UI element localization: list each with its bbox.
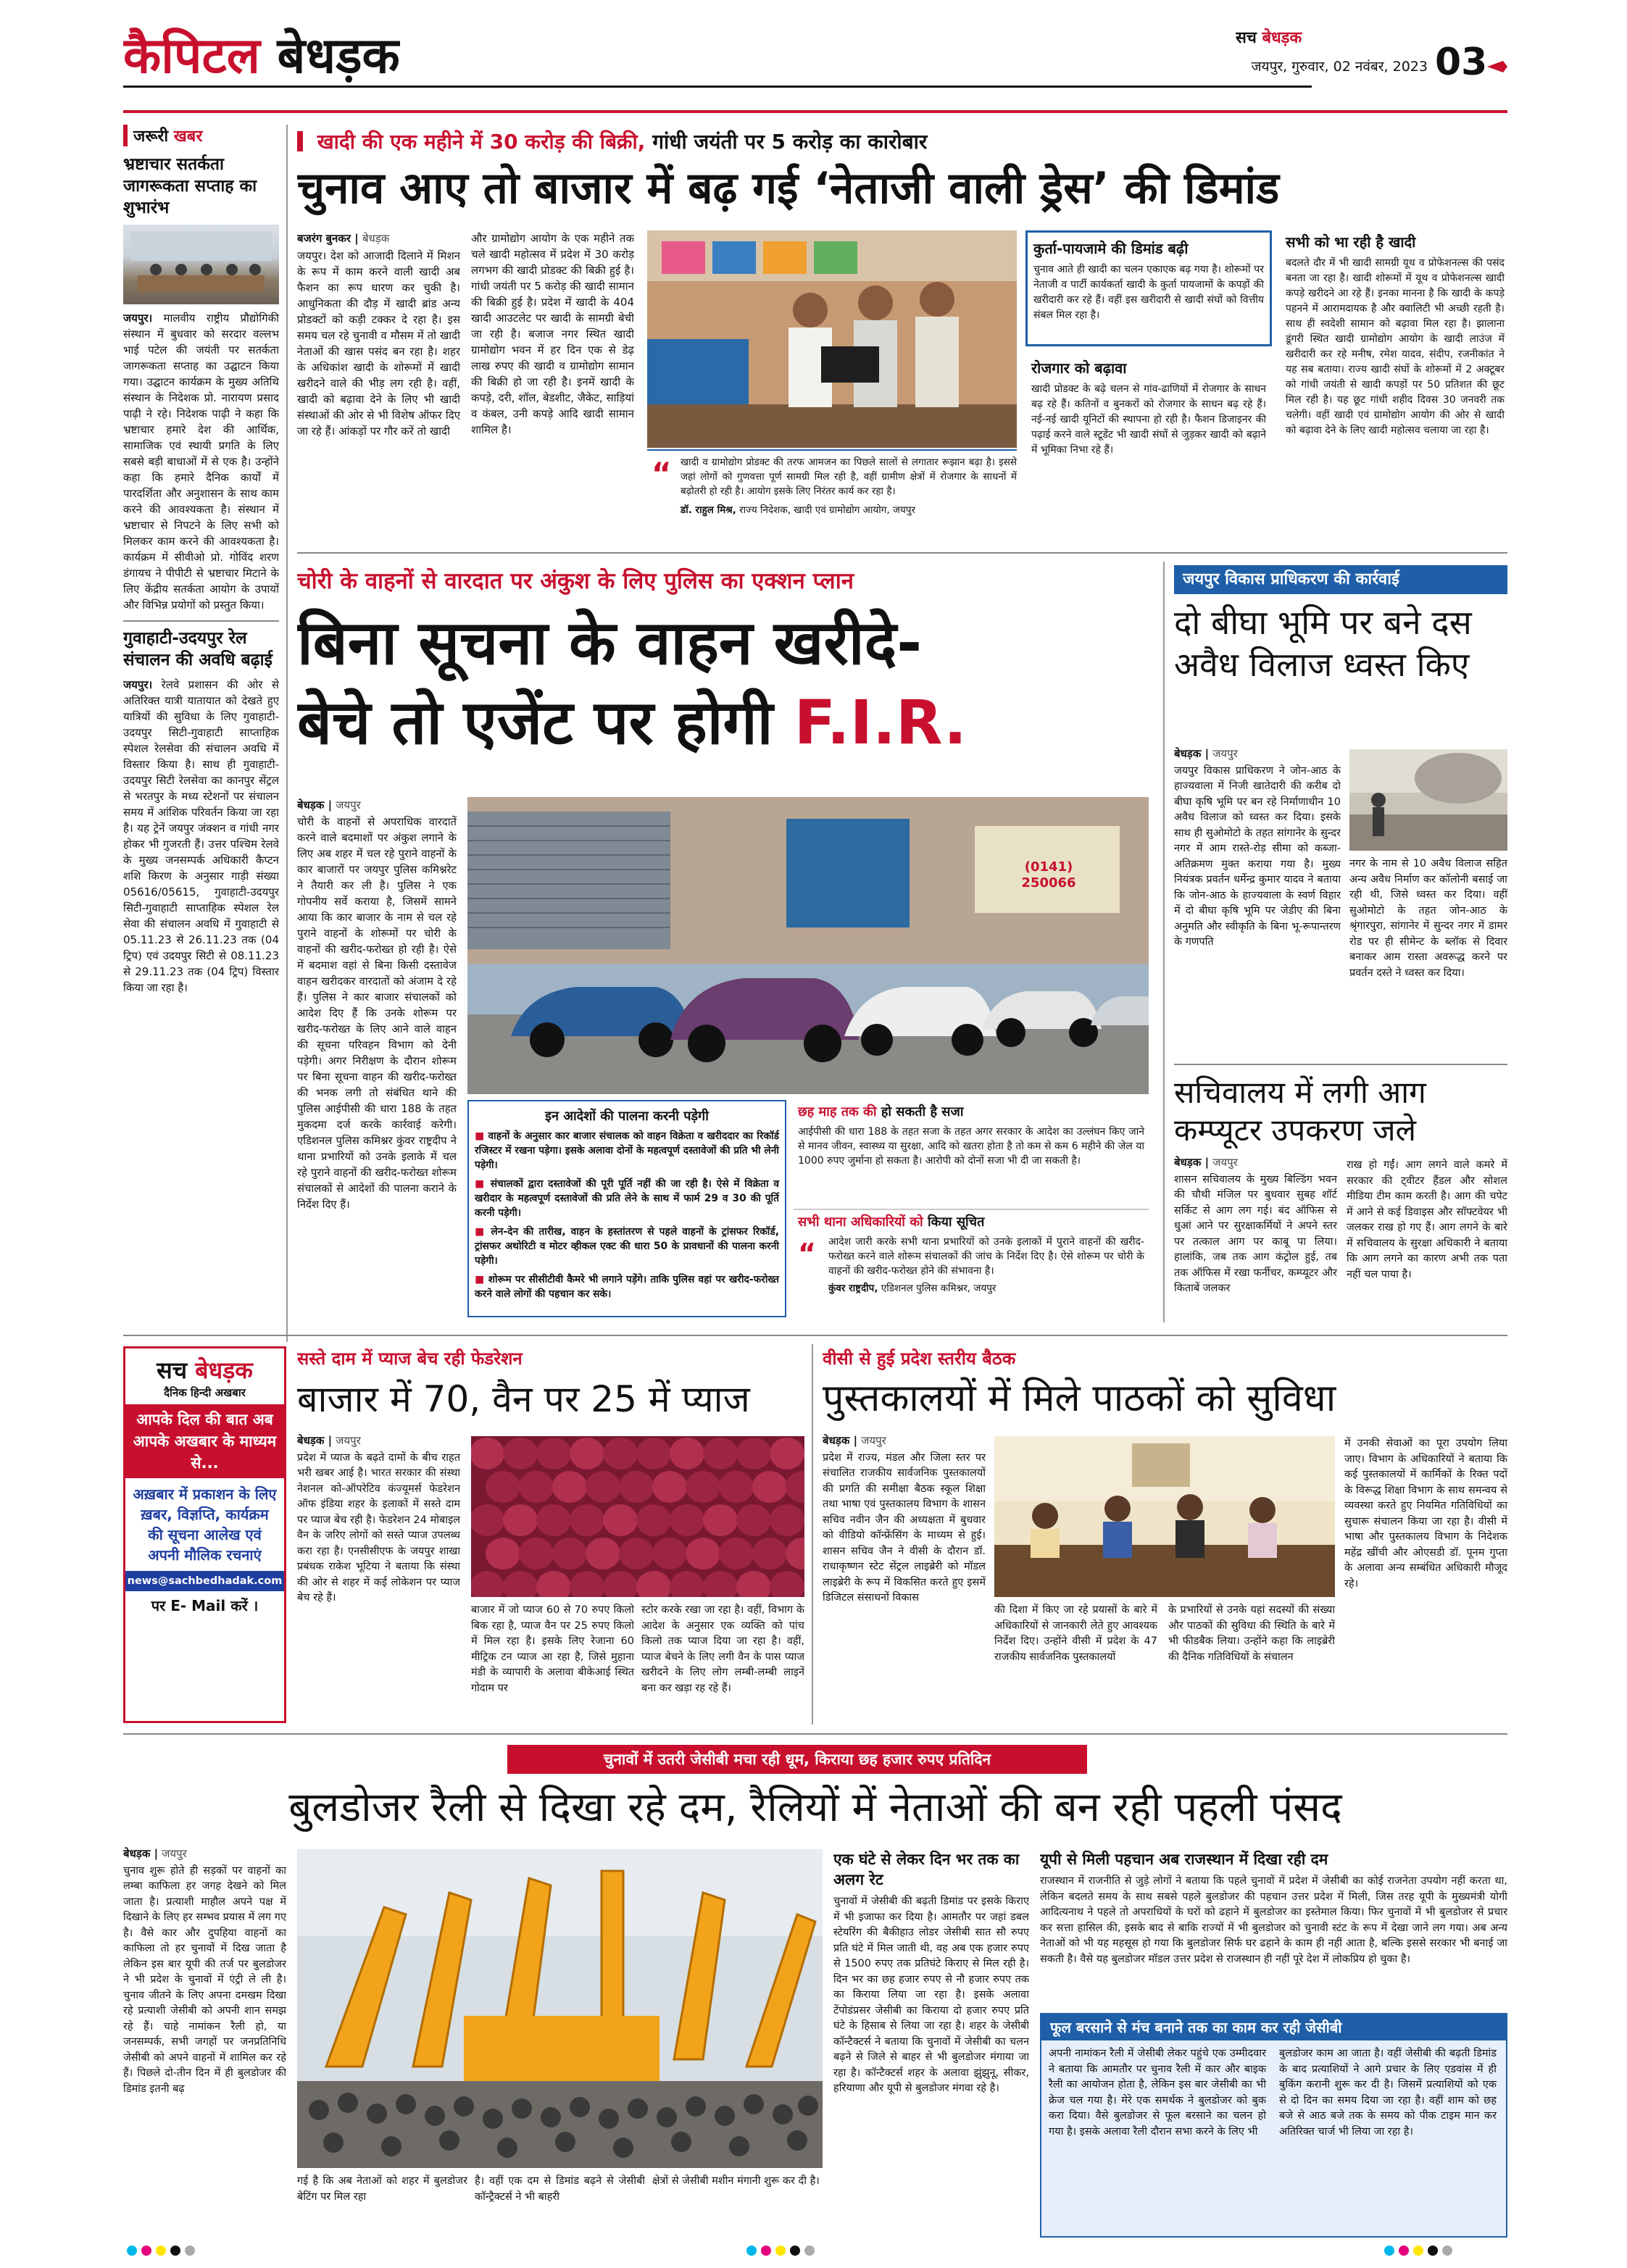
bullet-icon: ■ — [475, 1130, 488, 1142]
notice-attrib: कुंवर राष्ट्रदीप, एडिशनल पुलिस कमिश्नर, जयपुर — [828, 1283, 996, 1294]
sub3-title: फूल बरसाने से मंच बनाने तक का काम कर रही जेसीबी — [1041, 2014, 1506, 2040]
bulldozer-sub2 — [1040, 1849, 1507, 2009]
library-photo — [994, 1436, 1335, 1597]
dateline: जयपुर, गुरुवार, 02 नवंबर, 2023 — [1251, 59, 1428, 75]
vehicle-box-orders — [467, 1100, 786, 1317]
sub2-title: यूपी से मिली पहचान अब राजस्थान में दिखा रही दम — [1040, 1851, 1328, 1868]
order-item — [475, 1177, 779, 1220]
quote-icon: “ — [798, 1238, 816, 1270]
vehicle-photo — [467, 797, 1149, 1094]
fire-col1: बेधड़क | जयपुर शासन सचिवालय के मुख्य बिल्डिंग भवन की चौथी मंजिल पर बुधवार सुबह शॉर्ट सर्किट से आग लग गई। बंद ऑफिस से धुआं आने पर सुरक्षाकर्मियों ने अपने स्तर पर तत्काल आग पर काबू पा लिया। हालांकि, जब तक आग कंट्रोल हुई, तब तक ऑफिस में रखा फर्नीचर, कम्प्यूटर और किताबें जलकर — [1174, 1156, 1337, 1294]
box2-text: खादी प्रोडक्ट के बढ़े चलन से गांव-ढाणियों में रोजगार के साधन बढ़ रहे हैं। कतिनों व बुनकरों को रोजगार के साधन बढ़ रहे हैं। नई-नई खादी यूनिटों की स्थापना हो रही है। फैशन डिजाइनर की पढ़ाई करने वाले स्टूडेंट भी खादी संघों से जुड़कर खादी को बढ़ाने में भूमिका निभा रहे हैं। — [1031, 383, 1266, 456]
quote-text: खादी व ग्रामोद्योग प्रोडक्ट की तरफ आमजन का पिछले सालों से लगातार रूझान बढ़ा है। इससे जहां लोगों को गुणवत्ता पूर्ण सामग्री मिल रही है, वहीं ग्रामीण क्षेत्रों में रोजगार के साधनों में बढ़ोतरी हो रही है। आयोग इसके लिए निरंतर कार्य कर रहा है। — [681, 456, 1017, 497]
onion-pile — [471, 1436, 804, 1597]
story2-body: जयपुर। रेलवे प्रशासन की ओर से अतिरिक्त यात्री यातायात को देखते हुए यात्रियों की सुविधा के लिए गुवाहाटी-उदयपुर सिटी-गुवाहाटी साप्ताहिक स्पेशल रेलसेवा की संचालन अवधि में विस्तार किया है। साथ ही गुवाहाटी-उदयपुर सिटी रेलसेवा का कानपुर सेंट्रल से भरतपुर के मध्य स्टेशनों पर संचालन समय में आंशिक परिवर्तन किया जा रहा है। यह ट्रेनें जयपुर जंक्शन व गांधी नगर होकर भी गुजरती हैं। उत्तर पश्चिम रेलवे के मुख्य जनसम्पर्क अधिकारी कैप्टन शशि किरण के अनुसार गाड़ी संख्या 05616/05615, गुवाहाटी-उदयपुर सिटी-गुवाहाटी साप्ताहिक स्पेशल रेल सेवा की संचालन अवधि में गुवाहाटी से 05.11.23 से 26.11.23 तक (04 ट्रिप) एवं उदयपुर सिटी से 08.11.23 से 29.11.23 तक (04 ट्रिप) विस्तार किया जा रहा है। — [123, 678, 279, 994]
library-headline: पुस्तकालयों में मिले पाठकों को सुविधा — [823, 1377, 1336, 1420]
sub1-title: एक घंटे से लेकर दिन भर तक का अलग रेट — [833, 1851, 1020, 1888]
kicker-bar — [297, 131, 303, 151]
bulldozer-photo — [297, 1849, 823, 2168]
order-item — [475, 1225, 779, 1268]
onion-kicker: सस्ते दाम में प्याज बेच रही फेडरेशन — [297, 1348, 523, 1369]
notice-text: आदेश जारी करके सभी थाना प्रभारियों को उनके इलाकों में पुराने वाहनों की खरीद-फरोख्त करने वाले शोरूम संचालकों की जांच के निर्देश दिए है। ऐसे शोरूम पर चोरी के वाहनों की खरीद-फरोख्त होने की संभावना है। — [828, 1236, 1144, 1277]
jda-photo — [1349, 749, 1507, 851]
quote-attrib: डॉ. राहुल मिश्र, राज्य निदेशक, खादी एवं ग्रामोद्योग आयोग, जयपुर — [681, 504, 915, 516]
sub3-col2: बुलडोजर काम आ जाता है। वहीं जेसीबी की बढ़ती डिमांड के बाद प्रत्याशियों ने आगे प्रचार के लिए एडवांस में ही बुकिंग करानी शुरू कर दी है। जिसमें प्रत्याशियों को एक से दो दिन का समय दिया जा रहा है। वहीं शाम को छह बजे से आठ बजे तक के समय को पीक टाइम मान कर अतिरिक्त चार्ज भी लिया जा रहा है। — [1279, 2048, 1497, 2138]
column-rule-mid — [812, 1344, 813, 1725]
orders-title: इन आदेशों की पालना करनी पड़ेगी — [545, 1109, 709, 1124]
onion-photo — [471, 1436, 804, 1597]
order-item-text: शोरूम पर सीसीटीवी कैमरे भी लगाने पड़ेंगे। ताकि पुलिस वहां पर खरीद-फरोख्त करने वाले लोगों की पहचान कर सके। — [475, 1274, 779, 1300]
khadi-quote — [647, 449, 1017, 536]
promo-box — [123, 1346, 286, 1723]
vehicle-headline: बिना सूचना के वाहन खरीदे- बेचे तो एजेंट पर होगी F.I.R. — [297, 607, 968, 758]
promo-tagline: दैनिक हिन्दी अखबार — [164, 1386, 246, 1399]
bulldozer-under-2: है। वहीं एक दम से डिमांड बढ़ने से जेसीबी कॉन्ट्रैक्टर्स ने भी बाहरी — [475, 2175, 645, 2203]
order-item-text: लेन-देन की तारीख, वाहन के हस्तांतरण से पहले वाहनों के ट्रांसफर रिकॉर्ड, ट्रांसफर अथोरिटी व मोटर व्हीकल एक्ट की धारा 50 के प्रावधानों की पालना करनी पड़ेगी। — [475, 1226, 779, 1267]
promo-slogan: आपके दिल की बात अब आपके अखबार के माध्यम से... — [125, 1404, 284, 1478]
page-number: 03 — [1435, 41, 1488, 84]
promo-brand: सच बेधड़क — [157, 1356, 253, 1384]
penalty-text: आईपीसी की धारा 188 के तहत सजा के तहत अगर सरकार के आदेश का उल्लंघन किए जाने से मानव जीवन, स्वास्थ्य या सुरक्षा, आदि को खतरा होता है तो कम से कम 6 महीने की जेल या 1000 रुपए जुर्माना हो सकता है। आरोपी को दोनों सजा भी दी जा सकती है। — [798, 1126, 1144, 1167]
registration-dots-right — [1384, 2245, 1471, 2259]
fire-headline: सचिवालय में लगी आग कम्प्यूटर उपकरण जले — [1174, 1075, 1426, 1148]
pen-nib-icon — [1487, 58, 1507, 75]
rail-label: जरूरी खबर — [123, 125, 279, 146]
bulldozer-kicker: चुनावों में उतरी जेसीबी मचा रही धूम, किराया छह हजार रुपए प्रतिदिन — [507, 1745, 1087, 1774]
order-item-text: संचालकों द्वारा दस्तावेजों की पूरी पूर्ति नहीं की जा रही है। ऐसे में विक्रेता व खरीदार के महत्वपूर्ण दस्तावेजों की प्रति लेने के साथ में फार्म 29 व 30 की पूर्ति करनी पड़ेगी। — [475, 1178, 779, 1219]
khadi-col2: और ग्रामोद्योग आयोग के एक महीने तक चले खादी महोत्सव में प्रदेश में 30 करोड़ लगभग की खादी प्रोडक्ट की बिक्री हुई है। गांधी जयंती पर 5 करोड़ की खादी सामान की बिक्री हुई है। प्रदेश में खादी के 404 खादी आउटलेट पर खादी के सामग्री बेची जा रही है। बजाज नगर स्थित खादी ग्रामोद्योग भवन में हर दिन एक से डेढ़ लाख रुपए की खादी व ग्रामोद्योग सामान की बिक्री हो जा रही है। इनमें खादी के कपड़े, दरी, शॉल, बेडशीट, जैकेट, साड़ियां व कंबल, उनी कपड़े आदि खादी सामान शामिल है। — [471, 232, 634, 436]
masthead — [123, 20, 1507, 107]
library-col2: की दिशा में किए जा रहे प्रयासों के बारे में अधिकारियों से जानकारी लेते हुए आवश्यक निर्देश दिए। उन्होंने वीसी में प्रदेश के 47 राजकीय सार्वजनिक पुस्तकालयों — [994, 1604, 1157, 1663]
logo — [123, 20, 400, 93]
jda-col2: नगर के नाम से 10 अवैध विलाज सहित अन्य अवैध निर्माण कर कॉलोनी बसाई जा रही थी, जिसे ध्वस्त कर दिया। वहीं सुओमोटो के तहत जोन-आठ के श्रृंगारपुरा, सांगानेर में सुन्दर नगर में डामर रोड पर ही सीमेन्ट के ब्लॉक से दिवार बनाकर आम रास्ता अवरूद्ध करने पर प्रवर्तन दस्ते ने ध्वस्त कर दिया। — [1349, 858, 1507, 979]
fir-highlight: F.I.R. — [794, 687, 968, 758]
registration-dots-center — [746, 2245, 833, 2259]
shop-phone-sign: (0141) 250066 — [1021, 859, 1076, 891]
bulldozer-headline: बुलडोजर रैली से दिखा रहे दम, रैलियों में नेताओं की बन रही पहली पंसद — [288, 1784, 1342, 1831]
khadi-kicker: खादी की एक महीने में 30 करोड़ की बिक्री, गांधी जयंती पर 5 करोड़ का कारोबार — [297, 128, 1515, 155]
library-col4: में उनकी सेवाओं का पूरा उपयोग लिया जाए। विभाग के अधिकारियों ने बताया कि कई पुस्तकालयों में कार्मिकों के रिक्त पदों के विरूद्ध शिक्षा विभाग के साथ समन्वय से व्यवस्था करते हुए नियमित गतिविधियों का सुचारू संचालन किया जा रहा है। वीसी में भाषा और पुस्तकालय विभाग के निदेशक महेंद्र खींची और ओएसडी डॉ. पूनम गुप्ता के अलावा अन्य सम्बंधित अधिकारी मौजूद रहे। — [1344, 1438, 1507, 1590]
story2-title: गुवाहाटी-उदयपुर रेल संचालन की अवधि बढ़ाई — [123, 629, 272, 670]
library-col3: के प्रभारियों से उनके यहां सदस्यों की संख्या और पाठकों की सुविधा की स्थिति के बारे में भी फीडबैक लिया। उन्होंने कहा कि लाइब्रेरी की दैनिक गतिविधियों के संचालन — [1168, 1604, 1335, 1663]
sub2-body: राजस्थान में राजनीति से जुड़े लोगों ने बताया कि पहले चुनावों में प्रदेश में जेसीबी का कोई राजनेता उपयोग नहीं करता था, लेकिन बदलते समय के साथ सबसे पहले बुलडोजर की पहचान उत्तर प्रदेश में मिली, जिस तरह यूपी के मुख्यमंत्री योगी आदित्यनाथ ने पहले तो अपराधियों के घरों को ढहाने में बुलडोजर का इस्तेमाल किया। फिर चुनावों में भी बुलडोजर से प्रचार कर सत्ता हासिल की, इसके बाद से बाकि राज्यों में भी बुलडोजर को चुनावी स्टंट के रूप में देखा जाने लग गया। अब अन्य नेताओं को भी यह महसूस हो गया कि बुलडोजर सिर्फ घर ढहाने के काम ही नहीं आता है, बल्कि इससे सरकार भी बनाई जा सकती है। वैसे यह बुलडोजर मॉडल उत्तर प्रदेश से राजस्थान ही नहीं पूरे देश में लोकप्रिय हो चुका है। — [1040, 1875, 1507, 1965]
sub1-body: चुनावों में जेसीबी की बढ़ती डिमांड पर इसके किराए में भी इजाफा कर दिया है। आमतौर पर जहां डबल स्टेयरिंग की बैकीहाउ लोडर जेसीबी सात सौ रुपए प्रति घंटे में मिल जाती थी, वह अब एक हजार रुपए से 1500 रुपए तक प्रतिघंटे किराए से मिल रही है। दिन भर का छह हजार रुपए से नौ हजार रुपए तक का किराया लिया जा रहा है। इसके अलावा टेंपोडंप्रसर जेसीबी का किराया दो हजार रुपए प्रति घंटे के हिसाब से लिया जा रहा है। शहर के जेसीबी कॉन्टैक्टर्स ने बताया कि चुनावों में जेसीबी का चलन बढ़ने से जिले से बाहर से भी बुलडोजर मंगाया जा रहा है। कॉन्टैक्टर्स शहर के अलावा झुंझुनू, सीकर, हरियाणा और यूपी से बुलडोजर मंगवा रहे है। — [833, 1896, 1029, 2094]
bullet-icon: ■ — [475, 1226, 491, 1238]
left-rail — [123, 125, 279, 1356]
bulldozer-sub3 — [1040, 2013, 1507, 2238]
onion-col2: बाजार में जो प्याज 60 से 70 रुपए किलो बिक रहा है, प्याज वैन पर 25 रुपए किलो में मिल रहा है। इसके लिए रेजाना 60 मीट्रिक टन प्याज आ रहा है, जिसे मुहाना मंडी के व्यापारी के अलावा बीकेआई स्थित गोदाम पर — [471, 1604, 634, 1694]
box2-title: रोजगार को बढ़ावा — [1031, 359, 1127, 377]
onion-headline: बाजार में 70, वैन पर 25 में प्याज — [297, 1378, 750, 1420]
jda-headline: दो बीघा भूमि पर बने दस अवैध विलाज ध्वस्त किए — [1174, 603, 1472, 684]
rail-rule — [286, 125, 288, 1342]
fire-col2: राख हो गईं। आग लगने वाले कमरे में सरकार की ट्वीटर हैंडल और सोशल मीडिया टीम काम करती है। आग की चपेट में आने से कई डिवाइस और सॉफ्टवेयर भी जलकर राख हो गए हैं। आग लगने के बारे में सचिवालय के सुरक्षा अधिकारी ने बताया कि आग लगने का कारण अभी तक पता नहीं चल पाया है। — [1347, 1159, 1507, 1280]
section-rule-2 — [123, 1335, 1507, 1336]
bullet-icon: ■ — [475, 1274, 488, 1285]
bullet-icon: ■ — [475, 1178, 491, 1190]
jda-col1: बेधड़क | जयपुर जयपुर विकास प्राधिकरण ने जोन-आठ के हाज्यवाला में निजी खातेदारी की करीब दो बीघा कृषि भूमि पर बन रहे निर्माणाधीन 10 अवैध विलाज को ध्वस्त कर दिया। इसके साथ ही सुओमोटो के तहत सांगानेर के सुन्दर नगर में आम रास्ते-रोड़ सीमा को कब्जा-अतिक्रमण मुक्त कराया गया है। मुख्य नियंत्रक प्रवर्तन धर्मेन्द्र कुमार यादव ने बताया कि जोन-आठ के हाज्यवाला के स्वर्ण विहार में दो बीघा कृषि भूमि पर जेडीए की बिना अनुमति और स्वीकृति के बिना भू-रूपान्तरण के गणपति — [1174, 747, 1341, 948]
jda-kicker: जयपुर विकास प्राधिकरण की कार्रवाई — [1174, 565, 1507, 594]
bulldozer-left-col: बेधड़क | जयपुर चुनाव शुरू होते ही सड़कों पर वाहनों का लम्बा काफिला हर जगह देखने को मिल जाता है। प्रत्याशी माहौल अपने पक्ष में दिखाने के लिए हर सम्भव प्रयास में लग गए है। वैसे कार और दुपहिया वाहनों का काफिला तो हर चुनावों में दिख जाता है लेकिन इस बार यूपी की तर्ज पर बुलडोजर ने भी प्रदेश के चुनावों में एंट्री ले ली है। चुनाव जीतने के लिए अपना दमखम दिखा रहे प्रत्याशी जेसीबी को अपनी शान समझ रहे हैं। चाहे नामांकन रैली हो, या जनसम्पर्क, सभी जगहों पर जनप्रतिनिधि जेसीबी को अपने वाहनों में शामिल कर रहे हैं। पिछले दो-तीन दिन में ही बुलडोजर की डिमांड इतनी बढ़ — [123, 1847, 286, 2095]
khadi-box2 — [1025, 355, 1272, 536]
khadi-headline: चुनाव आए तो बाजार में बढ़ गई ‘नेताजी वाली ड्रेस’ की डिमांड — [297, 163, 1280, 214]
order-item-text: वाहनों के अनुसार कार बाजार संचालक को वाहन विक्रेता व खरीददार का रिकॉर्ड रजिस्टर में रखना पड़ेगा। इसके अलावा दोनों के महत्वपूर्ण दस्तावेजों की प्रति भी लेनी पड़ेगी। — [475, 1130, 779, 1171]
brand-small: सच बेधड़क — [1236, 29, 1302, 47]
logo-part1: कैपिटल — [123, 28, 260, 85]
masthead-rule-dark — [123, 86, 1312, 88]
story1-title: भ्रष्टाचार सतर्कता जागरूकता सप्ताह का शुभारंभ — [123, 155, 257, 217]
promo-email[interactable]: news@sachbedhadak.com — [125, 1571, 284, 1591]
rail-divider — [123, 620, 279, 622]
registration-dots-left — [127, 2245, 214, 2259]
section-rule-3 — [123, 1733, 1507, 1735]
vehicle-kicker: चोरी के वाहनों से वारदात पर अंकुश के लिए पुलिस का एक्शन प्लान — [297, 568, 854, 594]
bulldozer-under-3: क्षेत्रों से जेसीबी मशीन मंगानी शुरू कर दी है। — [652, 2175, 820, 2187]
box1-text: चुनाव आते ही खादी का चलन एकाएक बढ़ गया है। शोरूमों पर नेताजी व पार्टी कार्यकर्ता खादी के कुर्ता पायजामों के कपड़ों की खरीदारी कर रहे हैं। वहीं इस खरीदारी से खादी संघों को वित्तीय संबल मिल रहा है। — [1033, 264, 1264, 321]
vehicle-box-notice: सभी थाना अधिकारियों को किया सूचित “ आदेश जारी करके सभी थाना प्रभारियों को उनके इलाकों में पुराने वाहनों की खरीद-फरोख्त करने वाले शोरूम संचालकों की जांच के निर्देश दिए है। ऐसे शोरूम पर चोरी के वाहनों की खरीद-फरोख्त होने की संभावना है। कुंवर राष्ट्रदीप, एडिशनल पुलिस कमिश्नर, जयपुर — [794, 1209, 1149, 1319]
library-kicker: वीसी से हुई प्रदेश स्तरीय बैठक — [823, 1348, 1016, 1369]
box3-text: बदलते दौर में भी खादी सामग्री यूथ व प्रोफेशनल्स की पसंद बनता जा रहा है। खादी शोरूमों में यूथ व प्रोफेशनल्स खादी कपड़े खरीदने आ रहे हैं। इनका मानना है कि खादी के कपड़े पहनने में आरामदायक है और क्वालिटी भी अच्छी रहती है। साथ ही स्वदेशी सामान को बढ़ावा मिल रहा है। झालाना डूंगरी स्थित खादी ग्रामोद्योग आयोग के खादी लाउंज में खरीदारी कर रहे मनीष, रमेश यादव, संदीप, रजनीकांत ने यह सब बताया। राज्य खादी संघों के शोरूमों में 2 अक्टूबर को गांधी जयंती से खादी कपड़ों पर 50 प्रतिशत की छूट मिल रही है। यह छूट गांधी शहीद दिवस 30 जनवरी तक चलेगी। वहीं खादी एवं ग्रामोद्योग आयोग की ओर से खादी को बढ़ावा देने के लिए खादी महोत्सव चलाया जा रहा है। — [1286, 257, 1505, 436]
order-item — [475, 1272, 779, 1301]
khadi-photo — [647, 230, 1017, 448]
orders-list — [475, 1129, 779, 1301]
column-rule-right — [1163, 562, 1165, 1322]
masthead-rule — [123, 110, 1507, 113]
onion-col1: बेधड़क | जयपुर प्रदेश में प्याज के बढ़ते दामों के बीच राहत भरी खबर आई है। भारत सरकार की संस्था नेशनल को-ऑपरेटिव कंज्यूमर्स फेडरेशन ऑफ इंडिया शहर के इलाकों में सस्ते दाम पर प्याज बेच रही है। फेडरेशन 24 मोबाइल वैन के जरिए लोगों को सस्ते प्याज उपलब्ध करा रहा है। एनसीसीएफ के जयपुर शाखा प्रबंधक राकेश भूटिया ने बताया कि संस्था की ओर से शहर में कई लोकेशन पर प्याज बेच रहे हैं। — [297, 1434, 460, 1604]
promo-body: अख़बार में प्रकाशन के लिए ख़बर, विज्ञप्ति, कार्यक्रम की सूचना आलेख एवं अपनी मौलिक रचनाएं — [133, 1485, 277, 1564]
vehicle-box-penalty: छह माह तक की हो सकती है सजा आईपीसी की धारा 188 के तहत सजा के तहत अगर सरकार के आदेश का उल्लंघन किए जाने से मानव जीवन, स्वास्थ्य या सुरक्षा, आदि को खतरा होता है तो कम से कम 6 महीने की जेल या 1000 रुपए जुर्माना हो सकता है। आरोपी को दोनों सजा भी दी जा सकती है। — [798, 1104, 1144, 1167]
story1-photo — [123, 225, 279, 304]
quote-icon: “ — [652, 456, 672, 491]
khadi-box3 — [1283, 230, 1507, 542]
order-item — [475, 1129, 779, 1172]
sub3-col1: अपनी नामांकन रैली में जेसीबी लेकर पहुंचे एक उम्मीदवार ने बताया कि आमतौर पर चुनाव रैली में कार और बाइक रैली का आयोजन होता है, लेकिन इस बार जेसीबी का भी क्रेज चल गया है। मेरे एक समर्थक ने बुलडोजर को बुक करा दिया। वैसे बुलडोजर से फूल बरसाने का चलन हो गया है। इसके अलावा रैली दौरान सभा करने के लिए भी — [1049, 2048, 1266, 2138]
jda-rule — [1174, 1064, 1507, 1065]
story1-body: जयपुर। मालवीय राष्ट्रीय प्रौद्योगिकी संस्थान में बुधवार को सरदार वल्लभ भाई पटेल की जयंती पर सतर्कता जागरूकता सप्ताह का उद्घाटन किया गया। उद्घाटन कार्यक्रम के मुख्य अतिथि संस्थान के निदेशक प्रो. नारायण प्रसाद पाढ़ी ने रहे। निदेशक पाढ़ी ने कहा कि भ्रष्टाचार हमारे देश की आर्थिक, सामाजिक एवं स्थायी प्रगति के लिए सबसे बड़ी बाधाओं में से एक है। उन्होंने कहा कि हमारे दैनिक कार्यों में पारदर्शिता और अनुशासन के साथ काम करने की आवश्यकता है। संस्थान में भ्रष्टाचार से निपटने के लिए सभी को मिलकर काम करने की आवश्यकता है। कार्यक्रम में सीवीओ प्रो. गोविंद शरण डंगायच ने पीपीटी से भ्रष्टाचार मिटाने के लिए केंद्रीय सतर्कता आयोग के उपायों और विभिन्न प्रयोगों को प्रस्तुत किया। — [123, 312, 279, 612]
section-rule-1 — [297, 552, 1507, 554]
bulldozer-under-1: गई है कि अब नेताओं को शहर में बुलडोजर बेटिंग पर मिल रहा — [297, 2175, 467, 2203]
box1-title: कुर्ता-पायजामे की डिमांड बढ़ी — [1033, 240, 1189, 257]
library-col1: बेधड़क | जयपुर प्रदेश में राज्य, मंडल और जिला स्तर पर संचालित राजकीय सार्वजनिक पुस्तकालयों की प्रगति की समीक्षा बैठक स्कूल शिक्षा तथा भाषा एवं पुस्तकालय विभाग के शासन सचिव नवीन जैन की अध्यक्षता में बुधवार को वीडियो कॉन्फ्रेंसिंग के माध्यम से हुई। शासन सचिव जैन ने वीसी के दौरान डॉ. राधाकृष्णन स्टेट सेंट्रल लाइब्रेरी को मॉडल लाइब्रेरी के रूप में विकसित करते हुए इसमें डिजिटल संसाधनों विकास — [823, 1434, 986, 1604]
onion-col3: स्टोर करके रखा जा रहा है। वहीं, विभाग के आदेश के अनुसार एक व्यक्ति को पांच किलो तक प्याज दिया जा रहा है। वहीं, प्याज बेचने के लिए लगी वैन के पास प्याज खरीदने के लिए लोग लम्बी-लम्बी लाइनें बना कर खड़ा रह रहे हैं। — [641, 1604, 804, 1694]
box3-title: सभी को भा रही है खादी — [1286, 233, 1416, 251]
bulldozer-sub1 — [833, 1849, 1029, 2240]
vehicle-body: बेधड़क | जयपुर चोरी के वाहनों से अपराधिक वारदातें करने वाले बदमाशों पर अंकुश लगाने के लिए अब शहर में चल रहे पुराने वाहनों के कार बाजारों पर जयपुर पुलिस कमिश्नरेट ने तैयारी कर ली है। पुलिस ने एक गोपनीय सर्वे कराया है, जिसमें सामने आया कि कार बाजार के नाम से चल रहे पुराने वाहनों के शोरूमों पर चोरी के वाहनों की खरीद-फरोख्त हो रही है। ऐसे में बदमाश वहां से बिना किसी दस्तावेज वाहन खरीदकर वारदातों को अंजाम दे रहे हैं। पुलिस ने कार बाजार संचालकों को आदेश दिए हैं कि उनके शोरूम पर खरीद-फरोख्त के लिए आने वाले वाहन की सूचना परिवहन विभाग को देनी पड़ेगी। अगर निरीक्षण के दौरान शोरूम पर बिना सूचना वाहन की खरीद-फरोख्त की भनक लगी तो संबंधित थाने की पुलिस आईपीसी की धारा 188 के तहत मुकदमा दर्ज करके कार्रवाई करेगी। एडिशनल पुलिस कमिश्नर कुंवर राष्ट्रदीप ने थाना प्रभारियों को उनके इलाके में चल रहे पुराने वाहनों की खरीद-फरोख्त शोरूम संचालकों से आदेशों की पालना कराने के निर्देश दिए हैं। — [297, 799, 457, 1211]
khadi-col1: बजरंग बुनकर | बेधड़क जयपुर। देश को आजादी दिलाने में मिशन के रूप में काम करने वाली खादी अब फैशन का रूप धारण कर चुकी है। आधुनिकता की दौड़ में खादी ब्रांड अन्य प्रोडक्टों को कड़ी टक्कर दे रहा है। इस समय चल रहे चुनावी व मौसम में तो खादी नेताओं की खास पसंद बन रहा है। शहर के अधिकांश खादी के शोरूमों में खादी खरीदने वाले की भीड़ लग रही है। वहीं, खादी को बढ़ावा देने के लिए भी खादी संस्थाओं की ओर से भी विशेष ऑफर दिए जा रहे हैं। आंकड़ों पर गौर करें तो खादी — [297, 232, 460, 438]
logo-part2: बेधड़क — [277, 28, 400, 85]
promo-cta: पर E- Mail करें । — [151, 1597, 259, 1614]
khadi-box1 — [1025, 230, 1272, 346]
